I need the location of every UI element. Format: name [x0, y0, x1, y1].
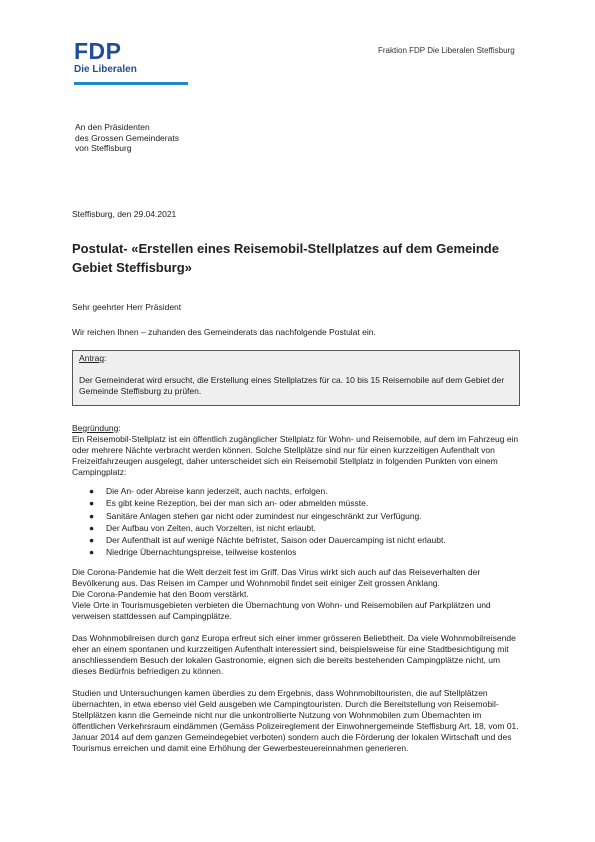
list-item	[72, 485, 524, 497]
sender-header: Fraktion FDP Die Liberalen Steffisburg	[378, 46, 515, 55]
document-title: Postulat- «Erstellen eines Reisemobil-Stellplatzes auf dem Gemeinde Gebiet Steffisburg»	[72, 241, 499, 275]
salutation: Sehr geehrter Herr Präsident	[72, 302, 182, 312]
paragraph: Ein Reisemobil-Stellplatz ist ein öffentlich zugänglicher Stellplatz für Wohn- und Reisemobile, auf dem im Fahrzeug ein oder mehrere Nächte verbracht werden können. Solche Stellplätze sind nur für einen kurzzeitigen Aufenthalt von Freizeitfahrzeugen ausgelegt, daher unterscheidet sich ein Reisemobil Stellplatz in folgenden Punkten von einem Campingplatz:	[72, 434, 519, 477]
begruendung-heading	[72, 423, 524, 434]
recipient-line: An den Präsidenten	[75, 122, 150, 132]
date-line: Steffisburg, den 29.04.2021	[72, 209, 177, 219]
paragraph: Die Corona-Pandemie hat den Boom verstärkt.	[72, 588, 249, 599]
antrag-colon: :	[104, 353, 107, 363]
paragraph: Studien und Untersuchungen kamen überdies zu dem Ergebnis, dass Wohnmobiltouristen, die auf Stellplätzen übernachten, in etwa ebenso viel Geld ausgeben wie Campingtouristen. Durch die Bereitstellung von Reisemobil-Stellplätzen kann die Gemeinde nicht nur die unkontrollierte Nutzung von Wohnmobilen zum Übernachten im öffentlichen Verkehrsraum eindämmen (Gemäss Polizeireglement der Einwohnergemeinde Steffisburg Art. 18, vom 01. Januar 2014 auf dem ganzen Gemeindegebiet verboten) sondern auch die Förderung der lokalen Wirtschaft und des Tourismus erreichen und damit eine Erhöhung der Gewerbesteuereinnahmen generieren.	[72, 687, 519, 753]
list-item-text: Niedrige Übernachtungspreise, teilweise kostenlos	[106, 547, 297, 558]
list-item	[72, 510, 524, 522]
begruendung-section	[72, 423, 524, 754]
bullet-icon: ●	[89, 522, 95, 533]
list-item	[72, 522, 524, 534]
list-item-text: Sanitäre Anlagen stehen gar nicht oder zumindest nur eingeschränkt zur Verfügung.	[106, 510, 422, 521]
paragraph-spacer	[72, 677, 524, 688]
paragraph: Viele Orte in Tourismusgebieten verbieten die Übernachtung von Wohn- und Reisemobilen auf Parkplätzen und verweisen stattdessen auf Campingplätze.	[72, 599, 491, 621]
fdp-logo	[74, 40, 188, 85]
bullet-icon: ●	[89, 547, 95, 558]
bullet-list	[72, 485, 524, 559]
begruendung-colon: :	[118, 423, 121, 433]
antrag-heading	[79, 353, 513, 364]
recipient-address	[75, 122, 179, 154]
list-item-text: Der Aufenthalt ist auf wenige Nächte befristet, Saison oder Dauercamping ist nicht erlaubt.	[106, 535, 446, 546]
bullet-icon: ●	[89, 535, 95, 546]
list-item	[72, 534, 524, 546]
intro-text: Wir reichen Ihnen – zuhanden des Gemeinderats das nachfolgende Postulat ein.	[72, 327, 376, 337]
list-item	[72, 497, 524, 509]
logo-wordmark: FDP	[74, 38, 122, 64]
antrag-box	[72, 350, 520, 406]
logo-bar	[74, 82, 188, 85]
paragraph-spacer	[72, 622, 524, 633]
list-item-text: Es gibt keine Rezeption, bei der man sich an- oder abmelden müsste.	[106, 498, 369, 509]
recipient-line: des Grossen Gemeinderats	[75, 132, 179, 143]
antrag-text: Der Gemeinderat wird ersucht, die Erstellung eines Stellplatzes für ca. 10 bis 15 Reisemobile auf dem Gebiet der Gemeinde Steffisburg zu prüfen.	[79, 375, 505, 396]
begruendung-label: Begründung	[72, 423, 119, 433]
list-item	[72, 546, 524, 558]
paragraph: Das Wohnmobilreisen durch ganz Europa erfreut sich einer immer grösseren Beliebtheit. Da viele Wohnmobilreisende eher an einem spontanen und kurzzeitigen Aufenthalt interessiert sind, beispielsweise für eine Stadtbesichtigung mit anschliessendem Besuch der lokalen Gastronomie, eignen sich die bereits bestehenden Campingplätze nicht, um dieses Bedürfnis befriedigen zu können.	[72, 632, 516, 676]
list-item-text: Der Aufbau von Zelten, auch Vorzelten, ist nicht erlaubt.	[106, 522, 316, 533]
bullet-icon: ●	[89, 510, 95, 521]
logo-subtitle: Die Liberalen	[74, 64, 137, 75]
recipient-line: von Steffisburg	[75, 143, 132, 153]
list-item-text: Die An- oder Abreise kann jederzeit, auch nachts, erfolgen.	[106, 486, 328, 496]
paragraph: Die Corona-Pandemie hat die Welt derzeit fest im Griff. Das Virus wirkt sich auch auf das Reiseverhalten der Bevölkerung aus. Das Reisen im Camper und Wohnmobil findet seit einiger Zeit grossen Anklang.	[72, 566, 481, 588]
bullet-icon: ●	[89, 486, 95, 496]
antrag-label: Antrag	[79, 353, 105, 363]
bullet-icon: ●	[89, 498, 95, 509]
